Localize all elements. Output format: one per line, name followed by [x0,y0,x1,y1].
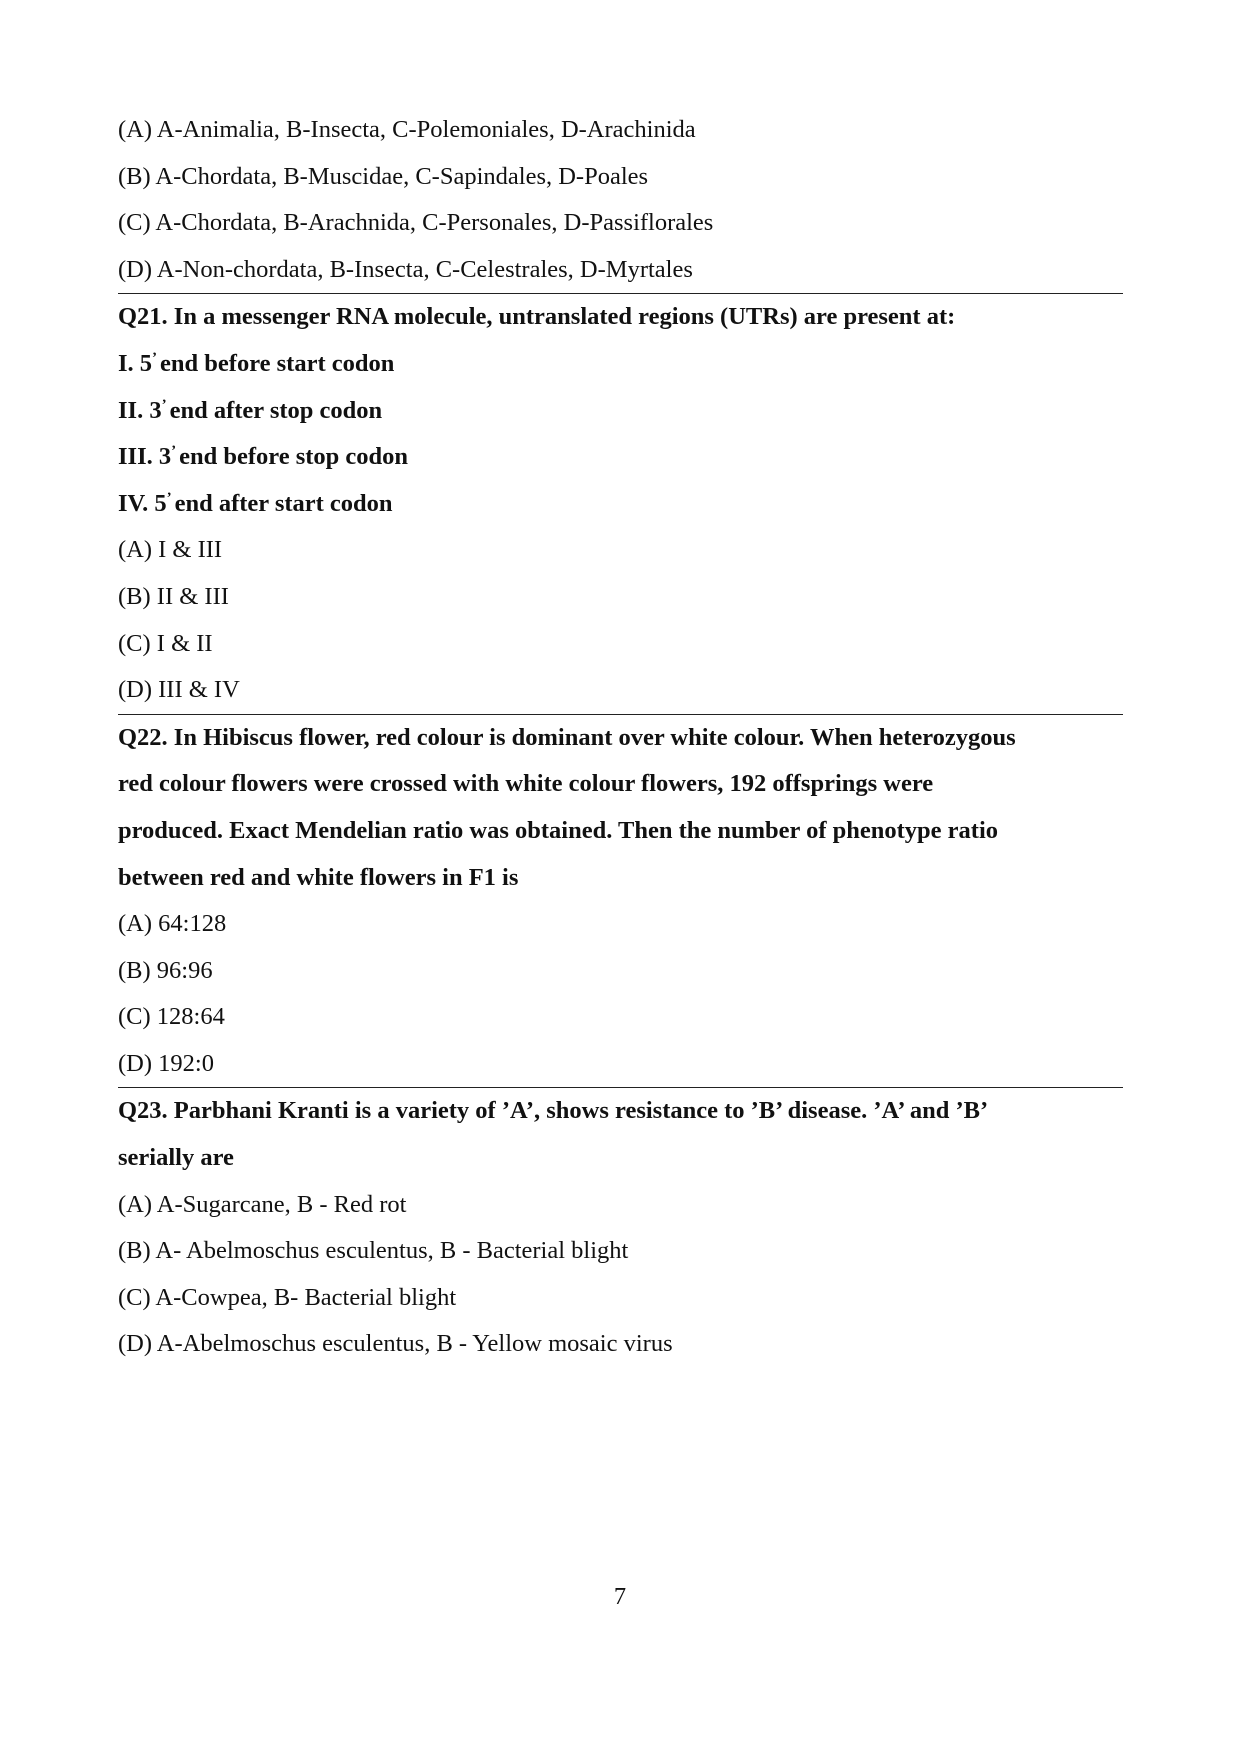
q21-option-d: (D) III & IV [118,676,240,704]
q20-option-c: (C) A-Chordata, B-Arachnida, C-Personales, D-Passiflorales [118,209,714,237]
q20-option-d: (D) A-Non-chordata, B-Insecta, C-Celestrales, D-Myrtales [118,255,693,283]
q22-option-b: (B) 96:96 [118,956,213,984]
q22-stem-line: Q22. In Hibiscus flower, red colour is dominant over white colour. When heterozygous [118,723,1016,751]
question-23 [118,1088,1123,1368]
q23-option-d: (D) A-Abelmoschus esculentus, B - Yellow mosaic virus [118,1330,673,1358]
q21-option-b: (B) II & III [118,582,229,610]
q21-option-a: (A) I & III [118,536,223,564]
q21-statement-3: III. 3’ end before stop codon [118,443,409,471]
q21-option-c: (C) I & II [118,629,213,657]
q21-statement-4: IV. 5’ end after start codon [118,489,393,517]
q23-stem-line: Q23. Parbhani Kranti is a variety of ’A’, shows resistance to ’B’ disease. ’A’ and ’B’ [118,1097,989,1125]
q23-option-b: (B) A- Abelmoschus esculentus, B - Bacterial blight [118,1237,629,1265]
q22-stem-line: between red and white flowers in F1 is [118,863,519,891]
q23-option-c: (C) A-Cowpea, B- Bacterial blight [118,1283,457,1311]
q21-statement-1: I. 5’ end before start codon [118,349,395,377]
q21-stem: Q21. In a messenger RNA molecule, untranslated regions (UTRs) are present at: [118,303,956,331]
q22-stem-line: red colour flowers were crossed with white colour flowers, 192 offsprings were [118,770,934,798]
q21-statement-2: II. 3’ end after stop codon [118,396,383,424]
q22-option-c: (C) 128:64 [118,1003,225,1031]
question-page [118,107,1123,1368]
q20-options [118,107,1123,293]
question-22 [118,715,1123,1088]
q22-stem-line: produced. Exact Mendelian ratio was obtained. Then the number of phenotype ratio [118,816,999,844]
q23-option-a: (A) A-Sugarcane, B - Red rot [118,1190,407,1218]
q22-option-d: (D) 192:0 [118,1049,214,1077]
question-21 [118,294,1123,713]
q20-option-b: (B) A-Chordata, B-Muscidae, C-Sapindales, D-Poales [118,162,649,190]
q20-option-a: (A) A-Animalia, B-Insecta, C-Polemoniales, D-Arachinida [118,116,696,143]
q23-stem-line: serially are [118,1144,234,1172]
q22-option-a: (A) 64:128 [118,910,227,938]
page-number: 7 [613,1583,627,1610]
